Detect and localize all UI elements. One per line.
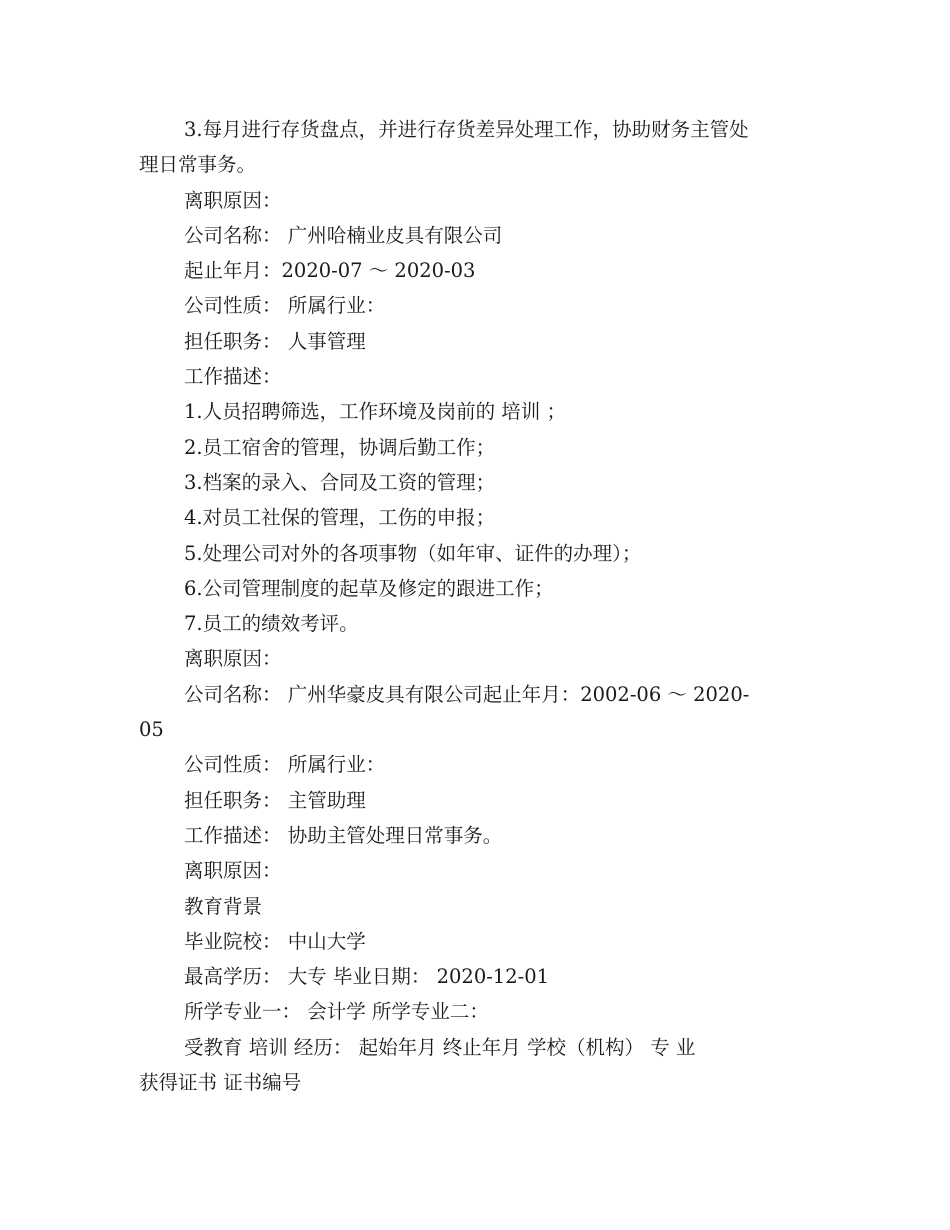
position-line: 担任职务： 人事管理: [184, 329, 366, 353]
job-description-item: 7.员工的绩效考评。: [184, 612, 359, 636]
company-name-line: 公司名称： 广州华豪皮具有限公司起止年月：2002-06 ～ 2020-: [184, 682, 750, 706]
degree-line: 最高学历： 大专 毕业日期： 2020-12-01: [184, 965, 550, 989]
job-description-item: 3.档案的录入、合同及工资的管理；: [184, 470, 496, 494]
job-description-item: 2.员工宿舍的管理，协调后勤工作；: [184, 435, 496, 459]
date-range-line: 起止年月：2020-07 ～ 2020-03: [184, 259, 476, 283]
company-name-line: 公司名称： 广州哈楠业皮具有限公司: [184, 223, 503, 247]
training-line: 受教育 培训 经历： 起始年月 终止年月 学校（机构） 专 业: [184, 1035, 696, 1059]
job-description-item: 1.人员招聘筛选，工作环境及岗前的 培训 ；: [184, 400, 567, 424]
education-heading: 教育背景: [184, 894, 263, 918]
company-nature-line: 公司性质： 所属行业：: [184, 294, 386, 318]
leave-reason-label: 离职原因：: [184, 859, 282, 883]
job-description-line: 工作描述： 协助主管处理日常事务。: [184, 823, 503, 847]
major-line: 所学专业一： 会计学 所学专业二：: [184, 1000, 489, 1024]
certificate-line: 获得证书 证书编号: [139, 1071, 302, 1095]
leave-reason-label: 离职原因：: [184, 188, 282, 212]
text-line: 理日常事务。: [139, 153, 257, 177]
leave-reason-label: 离职原因：: [184, 647, 282, 671]
text-line: 3.每月进行存货盘点，并进行存货差异处理工作，协助财务主管处: [184, 118, 749, 141]
job-description-label: 工作描述：: [184, 365, 282, 389]
document-body: [139, 112, 814, 1100]
text-line: 05: [139, 718, 164, 742]
job-description-item: 5.处理公司对外的各项事物（如年审、证件的办理）；: [184, 541, 642, 565]
company-nature-line: 公司性质： 所属行业：: [184, 753, 386, 777]
position-line: 担任职务： 主管助理: [184, 788, 366, 812]
job-description-item: 4.对员工社保的管理，工伤的申报；: [184, 506, 496, 530]
job-description-item: 6.公司管理制度的起草及修定的跟进工作；: [184, 576, 554, 600]
school-line: 毕业院校： 中山大学: [184, 929, 366, 953]
